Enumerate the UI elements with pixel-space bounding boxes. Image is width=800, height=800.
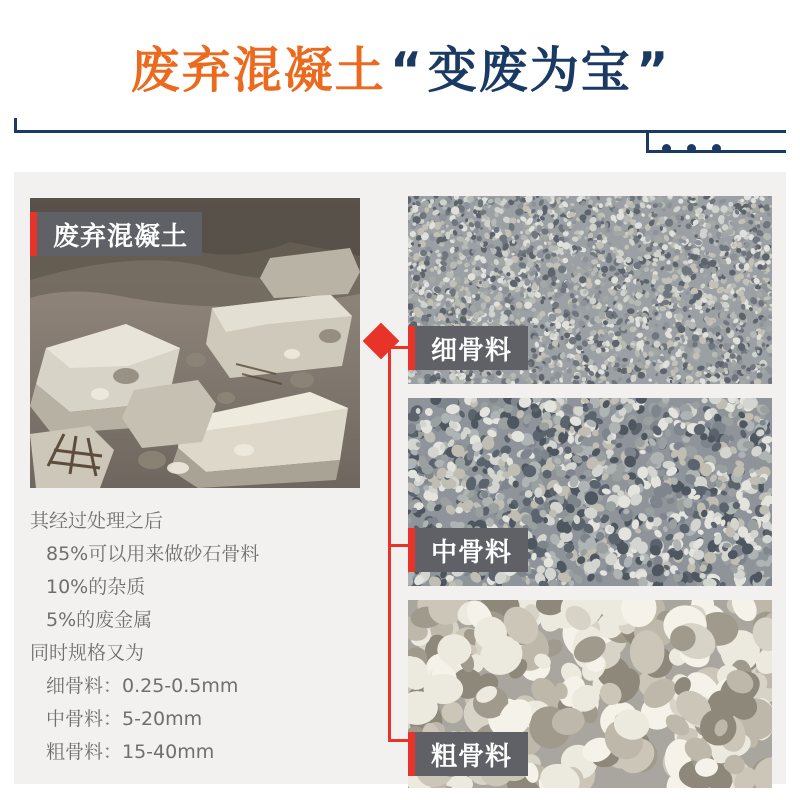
aggregate-label-badge-coarse	[408, 732, 528, 776]
description-line: 粗骨料：15-40mm	[46, 741, 215, 763]
title-sub-text: 变废为宝	[427, 42, 632, 99]
title-quote-close: ”	[636, 42, 670, 99]
aggregate-card-medium	[408, 398, 772, 586]
aggregate-label-badge-medium	[408, 528, 528, 572]
aggregate-card-coarse	[408, 600, 772, 788]
aggregate-label-badge-fine	[408, 326, 528, 370]
aggregate-card-fine	[408, 196, 772, 384]
dot-icon	[687, 144, 696, 153]
header-divider	[14, 130, 786, 133]
aggregate-label-text: 细骨料	[431, 335, 513, 366]
dot-icon	[662, 144, 671, 153]
description-line: 其经过处理之后	[30, 510, 164, 532]
page-title	[0, 32, 800, 102]
description-line: 同时规格又为	[30, 642, 145, 664]
description-line: 细骨料：0.25-0.5mm	[46, 675, 239, 697]
photo-label-badge	[30, 212, 202, 256]
description-line: 中骨料：5-20mm	[46, 708, 203, 730]
description-line: 10%的杂质	[46, 576, 146, 598]
photo-label-text: 废弃混凝土	[53, 221, 189, 252]
title-quote-open: “	[390, 42, 424, 99]
connector-arm	[388, 544, 408, 547]
dot-icon	[712, 144, 721, 153]
decorative-dots	[662, 144, 721, 153]
aggregate-label-text: 粗骨料	[431, 741, 513, 772]
description-line: 5%的废金属	[46, 609, 153, 631]
description-line: 85%可以用来做砂石骨料	[46, 543, 260, 565]
aggregate-label-text: 中骨料	[431, 537, 513, 568]
header	[0, 0, 800, 168]
description-text	[30, 505, 375, 769]
connector-arm	[388, 739, 408, 742]
title-main-text: 废弃混凝土	[130, 42, 386, 99]
waste-concrete-photo	[30, 198, 360, 488]
